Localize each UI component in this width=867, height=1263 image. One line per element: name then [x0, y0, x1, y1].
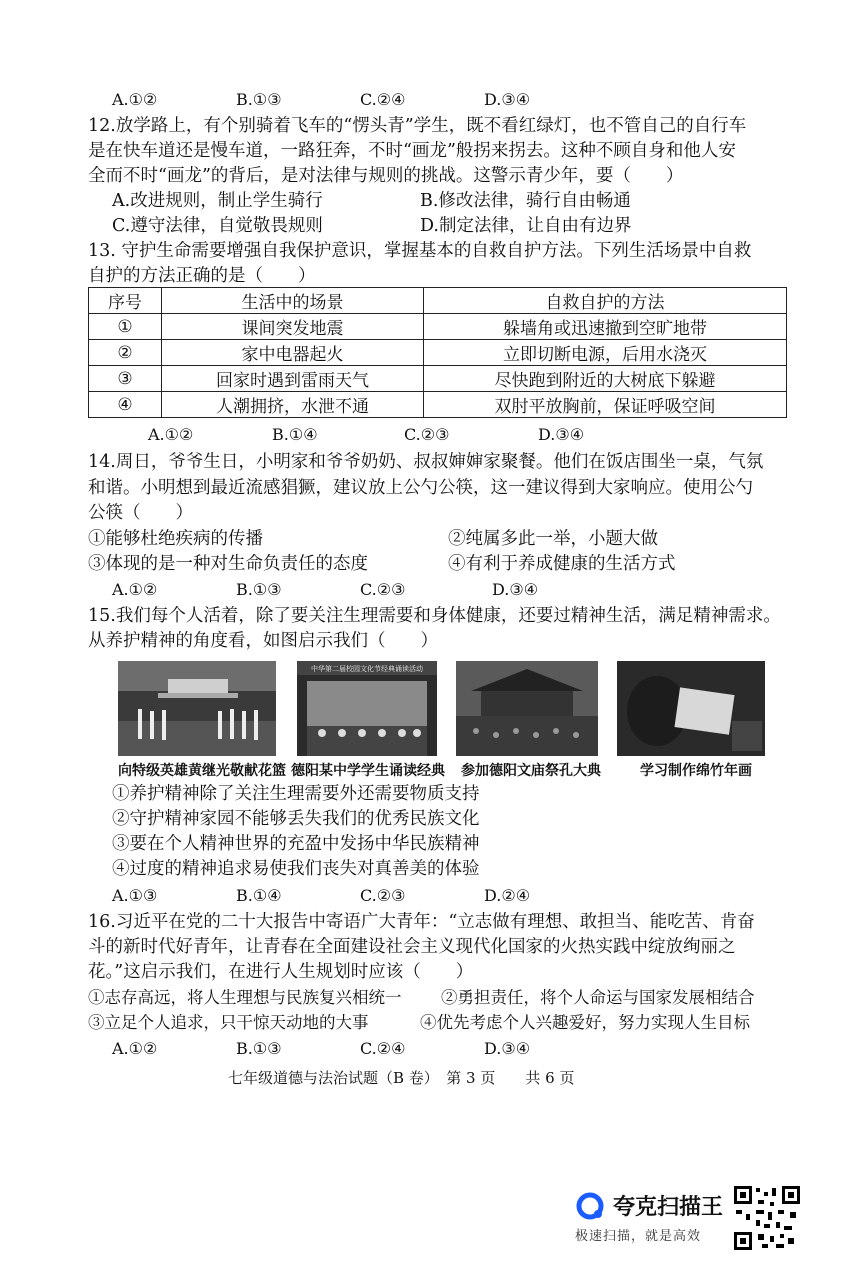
q13-option-b: B.①④ [272, 425, 318, 444]
q15-statement-1: ①养护精神除了关注生理需要外还需要物质支持 [112, 784, 480, 804]
photo-caption: 德阳某中学学生诵读经典 [291, 763, 445, 779]
brand-slogan: 极速扫描，就是高效 [575, 1229, 702, 1244]
q16-statement-4: ④优先考虑个人兴趣爱好，努力实现人生目标 [420, 1013, 750, 1032]
photo-caption: 向特级英雄黄继光敬献花篮 [118, 763, 286, 779]
q12-option-a: A.改进规则，制止学生骑行 [112, 191, 323, 211]
q15-option-b: B.①④ [236, 886, 282, 905]
q11-option-d: D.③④ [484, 90, 531, 109]
q15-statement-4: ④过度的精神追求易使我们丧失对真善美的体验 [112, 859, 480, 879]
q14-line: 公筷（ ） [88, 503, 193, 523]
q16-option-b: B.①③ [236, 1039, 282, 1058]
photo-new-year-painting [617, 661, 765, 756]
photo-banner-text: 中华第二届校园文化节经典诵读活动 [311, 665, 423, 673]
q16-statement-1: ①志存高远，将人生理想与民族复兴相统一 [88, 988, 402, 1007]
q14-statement-4: ④有利于养成健康的生活方式 [448, 554, 676, 574]
q13-table [88, 287, 787, 418]
q12-line: 全而不时“画龙”的背后，是对法律与规则的挑战。这警示青少年，要（ ） [88, 166, 684, 186]
table-cell: 课间突发地震 [162, 314, 424, 340]
table-cell: ② [89, 340, 162, 366]
q14-statement-1: ①能够杜绝疾病的传播 [88, 529, 263, 549]
qr-code [734, 1186, 800, 1250]
photo-hero-tribute [118, 661, 276, 756]
q16-statement-3: ③立足个人追求，只干惊天动地的大事 [88, 1013, 369, 1032]
q16-statement-2: ②勇担责任，将个人命运与国家发展相结合 [441, 988, 755, 1007]
brand-name: 夸克扫描王 [613, 1195, 724, 1220]
table-cell: 人潮拥挤，水泄不通 [162, 392, 424, 418]
table-row [89, 314, 787, 340]
photo-confucius-ceremony [456, 661, 598, 756]
q13-option-c: C.②③ [404, 425, 450, 444]
q15-option-a: A.①③ [112, 886, 158, 905]
table-header-cell: 生活中的场景 [162, 288, 424, 314]
q13-line: 自护的方法正确的是（ ） [88, 266, 316, 286]
table-cell: 家中电器起火 [162, 340, 424, 366]
photo-caption: 参加德阳文庙祭孔大典 [461, 763, 601, 779]
table-cell: 立即切断电源，后用水浇灭 [424, 340, 787, 366]
q11-option-b: B.①③ [236, 90, 282, 109]
q15-option-d: D.②④ [484, 886, 531, 905]
quark-logo-icon [575, 1191, 605, 1221]
table-cell: ④ [89, 392, 162, 418]
table-cell: 尽快跑到附近的大树底下躲避 [424, 366, 787, 392]
q11-option-c: C.②④ [360, 90, 406, 109]
q12-line: 是在快车道还是慢车道，一路狂奔，不时“画龙”般拐来拐去。这种不顾自身和他人安 [88, 141, 736, 161]
table-cell: ① [89, 314, 162, 340]
table-header-cell: 自救自护的方法 [424, 288, 787, 314]
q14-line: 和谐。小明想到最近流感猖獗，建议放上公勺公筷，这一建议得到大家响应。使用公勺 [88, 478, 753, 498]
q13-option-d: D.③④ [538, 425, 585, 444]
table-cell: ③ [89, 366, 162, 392]
table-cell: 回家时遇到雷雨天气 [162, 366, 424, 392]
q16-option-a: A.①② [112, 1039, 158, 1058]
q15-line: 15.我们每个人活着，除了要关注生理需要和身体健康，还要过精神生活，满足精神需求。 [88, 606, 781, 626]
q12-line: 12.放学路上，有个别骑着飞车的“愣头青”学生，既不看红绿灯，也不管自己的自行车 [88, 116, 747, 136]
q14-option-d: D.③④ [492, 580, 539, 599]
q15-statement-2: ②守护精神家园不能够丢失我们的优秀民族文化 [112, 809, 480, 829]
table-row [89, 392, 787, 418]
table-header-cell: 序号 [89, 288, 162, 314]
table-cell: 双肘平放胸前，保证呼吸空间 [424, 392, 787, 418]
q16-line: 花。”这启示我们，在进行人生规划时应该（ ） [88, 962, 474, 982]
table-row [89, 340, 787, 366]
photo-caption: 学习制作绵竹年画 [640, 763, 752, 779]
q11-option-a: A.①② [112, 90, 158, 109]
photo-classics-reading [297, 661, 437, 756]
table-cell: 躲墙角或迅速撤到空旷地带 [424, 314, 787, 340]
q16-line: 斗的新时代好青年，让青春在全面建设社会主义现代化国家的火热实践中绽放绚丽之 [88, 937, 736, 957]
q16-line: 16.习近平在党的二十大报告中寄语广大青年：“立志做有理想、敢担当、能吃苦、肯奋 [88, 912, 755, 932]
q12-option-b: B.修改法律，骑行自由畅通 [420, 191, 631, 211]
q13-line: 13. 守护生命需要增强自我保护意识，掌握基本的自救自护方法。下列生活场景中自救 [88, 241, 752, 261]
q14-statement-3: ③体现的是一种对生命负责任的态度 [88, 554, 368, 574]
q16-option-d: D.③④ [484, 1039, 531, 1058]
q15-line: 从养护精神的角度看，如图启示我们（ ） [88, 631, 438, 651]
table-header-row [89, 288, 787, 314]
q16-option-c: C.②④ [360, 1039, 406, 1058]
q12-option-c: C.遵守法律，自觉敬畏规则 [112, 216, 323, 236]
q12-option-d: D.制定法律，让自由有边界 [420, 216, 632, 236]
q15-statement-3: ③要在个人精神世界的充盈中发扬中华民族精神 [112, 834, 480, 854]
page-footer: 七年级道德与法治试题（B 卷） 第 3 页 共 6 页 [228, 1069, 575, 1087]
q14-line: 14.周日，爷爷生日，小明家和爷爷奶奶、叔叔婶婶家聚餐。他们在饭店围坐一桌，气氛 [88, 452, 764, 472]
q14-statement-2: ②纯属多此一举，小题大做 [448, 529, 658, 549]
q13-option-a: A.①② [148, 425, 194, 444]
scanner-brand [575, 1190, 723, 1244]
q15-option-c: C.②③ [360, 886, 406, 905]
q14-option-b: B.①③ [236, 580, 282, 599]
q14-option-a: A.①② [112, 580, 158, 599]
table-row [89, 366, 787, 392]
q14-option-c: C.②③ [360, 580, 406, 599]
